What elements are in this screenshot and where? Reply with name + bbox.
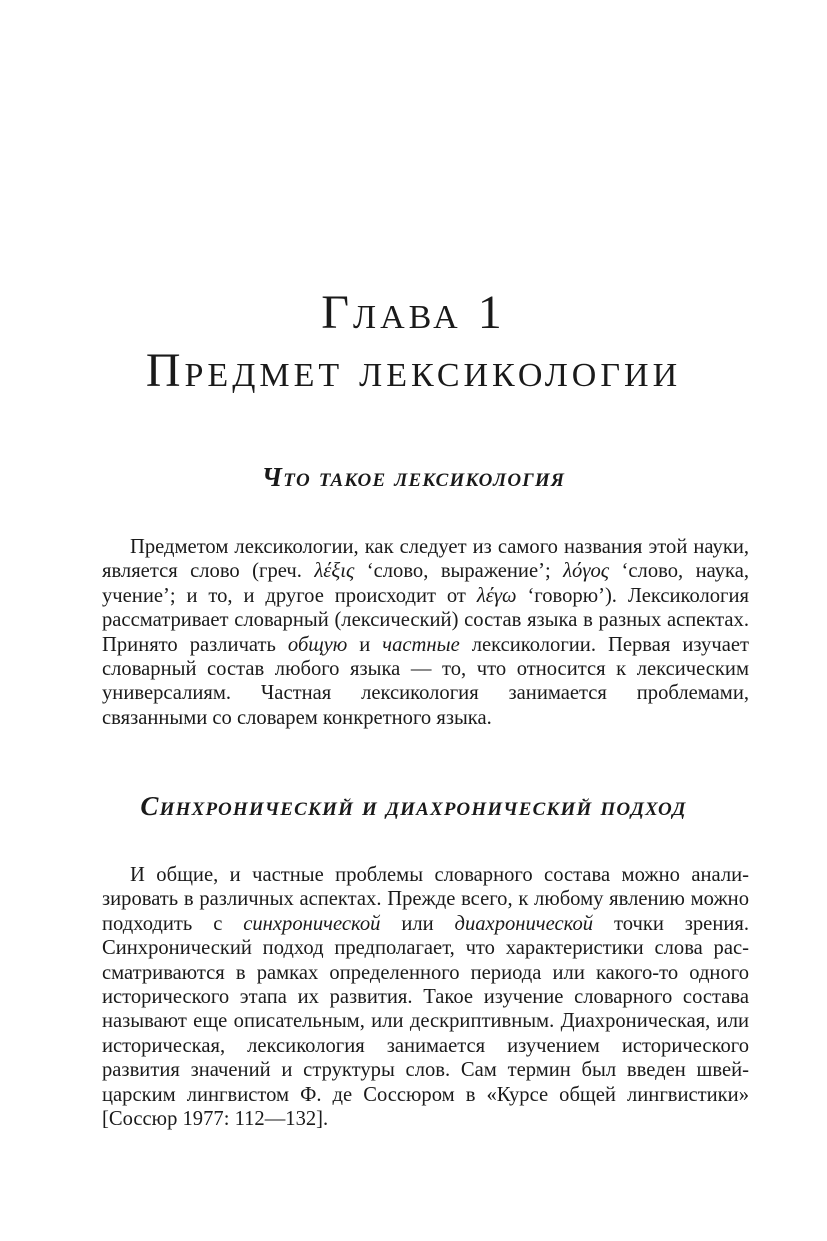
paragraph-text: точки зрения. Синхронический подход предполагает, что характеристики слова рассматриваются в рамках определенного периода или какого-то одного исторического этапа их развития. Такое изучение словарного состава называют еще описательным, или дескриптивным. Диахроническая, или историческая, лексикология занимается изучением исторического развития значений и структуры слов. Сам термин был введен швейцарским лингвистом Ф. де Соссюром в «Курсе общей лингвистики» [Соссюр 1977: 112—132].	[102, 912, 749, 1131]
paragraph-text: и	[347, 633, 383, 656]
greek-term: λόγος	[563, 560, 610, 583]
italic-term: частные	[382, 633, 460, 656]
paragraph-text: Предметом лексикологии, как следует из самого названия этой науки, является слово (греч.	[102, 536, 749, 583]
italic-term: синхронической	[243, 912, 381, 935]
section-paragraph	[102, 863, 749, 1131]
section-paragraph	[102, 535, 749, 730]
section-heading: Что такое лексикология	[261, 462, 566, 492]
paragraph-text: ‘слово, выражение’;	[354, 560, 564, 583]
italic-term: общую	[287, 633, 348, 656]
chapter-number: Глава 1	[321, 286, 506, 340]
paragraph-text: И общие, и частные проблемы словарного состава можно анализировать в различных аспектах. Прежде всего, к любому явлению можно подходить с	[102, 864, 749, 935]
section-heading: Синхронический и диахронический подход	[140, 791, 687, 821]
paragraph-text: ‘говорю’). Лексикология рассматривает словарный (лексический) состав языка в разных аспектах. Принято различать	[102, 584, 749, 656]
paragraph-text: или	[380, 912, 455, 935]
paragraph-text: лексикологии. Первая изучает словарный состав любого языка — то, что относится к лексическим универсалиям. Частная лексикология занимается проблемами, связанными со словарем конкретного языка.	[102, 633, 749, 729]
italic-term: диахронической	[454, 912, 594, 935]
greek-term: λέξις	[314, 560, 355, 583]
chapter-title	[0, 284, 827, 400]
chapter-name: Предмет лексикологии	[145, 344, 682, 398]
paragraph-text: ‘слово, наука, учение’; и то, и другое происходит от	[102, 560, 750, 607]
greek-term: λέγω	[476, 584, 517, 607]
